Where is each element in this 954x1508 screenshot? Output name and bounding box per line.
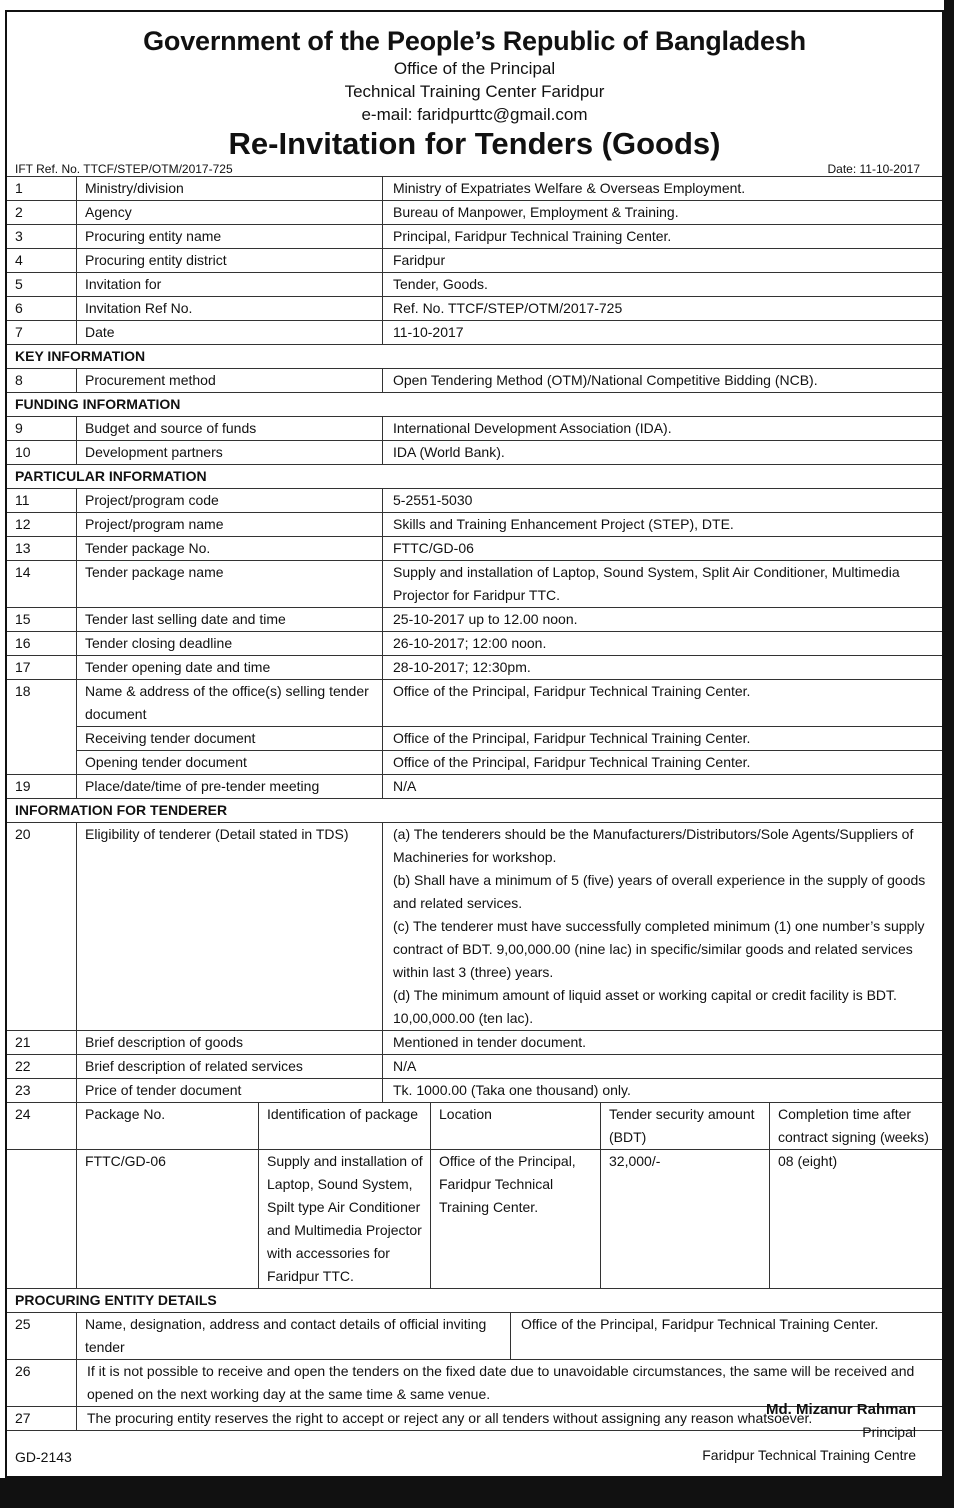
table-row [7,1055,942,1079]
row-number: 23 [7,1079,77,1102]
notice-header [7,25,942,162]
office-line: Office of the Principal [393,59,556,78]
row-label: Development partners [77,441,383,464]
row-label: Procuring entity name [77,225,383,248]
section-procuring-entity-details: PROCURING ENTITY DETAILS [7,1289,942,1313]
signatory-title: Principal [862,1424,916,1440]
eligibility-a: (a) The tenderers should be the Manufacturers/Distributors/Sole Agents/Suppliers of Machineries for workshop. [393,826,914,865]
row-value: Bureau of Manpower, Employment & Training. [393,204,679,220]
tender-notice [5,10,944,1478]
row-number: 17 [7,656,77,679]
row-value: Skills and Training Enhancement Project (STEP), DTE. [393,516,734,532]
table-row: 27 The procuring entity reserves the right to accept or reject any or all tenders without assigning any reason whatsoever. [7,1407,942,1431]
table-row: Opening tender document Office of the Principal, Faridpur Technical Training Center. [7,751,942,775]
row-value: IDA (World Bank). [393,444,505,460]
table-row: 18 Name & address of the office(s) selling tender document Office of the Principal, Faridpur Technical Training Center. [7,680,942,727]
table-row [7,656,942,680]
row-value: International Development Association (IDA). [393,420,672,436]
row-value: Mentioned in tender document. [393,1034,587,1050]
row-label: Project/program name [77,513,383,536]
row-value: Principal, Faridpur Technical Training Center. [393,228,672,244]
row-label: Project/program code [77,489,383,512]
row-number: 10 [7,441,77,464]
table-row [7,537,942,561]
table-row: 19 Place/date/time of pre-tender meeting N/A [7,775,942,799]
package-value-row: FTTC/GD-06 Supply and installation of Laptop, Sound System, Spilt type Air Conditioner and Multimedia Projector with accessories for Faridpur TTC. Office of the Principal, Faridpur Technical Training Center. 32,000/- 08 (eight) [7,1150,942,1289]
table-row: 25 Name, designation, address and contact details of official inviting tender Office of the Principal, Faridpur Technical Training Center. [7,1313,942,1360]
row-value: Supply and installation of Laptop, Sound System, Split Air Conditioner, Multimedia Projector for Faridpur TTC. [393,564,900,603]
row-number: 6 [7,297,77,320]
center-line: Technical Training Center Faridpur [344,82,605,101]
table-row [7,608,942,632]
section-funding-information: FUNDING INFORMATION [7,393,942,417]
row-number: 21 [7,1031,77,1054]
row-number: 14 [7,561,77,607]
table-row [7,201,942,225]
bottom-edge-bar [0,1478,954,1508]
signatory-name: Md. Mizanur Rahman [765,1401,916,1418]
row-label: Tender package name [77,561,383,607]
row-value: 11-10-2017 [393,324,464,340]
table-row [7,489,942,513]
section-information-for-tenderer: INFORMATION FOR TENDERER [7,799,942,823]
notice-date: Date: 11-10-2017 [827,162,920,176]
notice-title: Re-Invitation for Tenders (Goods) [228,126,721,161]
row-value: FTTC/GD-06 [393,540,474,556]
table-row [7,1031,942,1055]
row-value: Ref. No. TTCF/STEP/OTM/2017-725 [393,300,623,316]
row-label: Price of tender document [77,1079,383,1102]
eligibility-b: (b) Shall have a minimum of 5 (five) years of overall experience in the supply of goods and related services. [393,872,926,911]
table-row [7,225,942,249]
table-row: 20 Eligibility of tenderer (Detail stated in TDS) (a) The tenderers should be the Manufacturers/Distributors/Sole Agents/Suppliers of Machineries for workshop. (b) Shall have a minimum of 5 (five) years of overall experience in the supply of goods and related services. (c) The tenderer must have successfully completed minimum (1) one number’s supply contract of BDT. 9,00,000.00 (nine lac) in specific/similar goods and related services within last 3 (three) years. (d) The minimum amount of liquid asset or working capital or credit facility is BDT. 10,00,000.00 (ten lac). [7,823,942,1031]
row-value: Tender, Goods. [393,276,488,292]
ift-ref: IFT Ref. No. TTCF/STEP/OTM/2017-725 [15,162,233,176]
signature-block [702,1398,916,1467]
table-row: 8 Procurement method Open Tendering Method (OTM)/National Competitive Bidding (NCB). [7,369,942,393]
table-row [7,441,942,465]
row-value: 25-10-2017 up to 12.00 noon. [393,611,578,627]
table-row [7,513,942,537]
row-number: 5 [7,273,77,296]
section-particular-information: PARTICULAR INFORMATION [7,465,942,489]
gd-code: GD-2143 [15,1449,72,1465]
row-label: Tender package No. [77,537,383,560]
row-label: Brief description of goods [77,1031,383,1054]
table-row [7,417,942,441]
row-label: Ministry/division [77,177,383,200]
table-row [7,632,942,656]
government-title: Government of the People’s Republic of Bangladesh [143,26,806,56]
eligibility-c: (c) The tenderer must have successfully completed minimum (1) one number’s supply contract of BDT. 9,00,000.00 (nine lac) in specific/similar goods and related services within last 3 (three) years. [393,918,925,980]
row-label: Date [77,321,383,344]
row-label: Invitation Ref No. [77,297,383,320]
row-label: Tender last selling date and time [77,608,383,631]
row-number: 4 [7,249,77,272]
row-label: Agency [77,201,383,224]
right-edge-bar [944,0,954,1508]
row-label: Tender closing deadline [77,632,383,655]
row-number: 22 [7,1055,77,1078]
table-row: Receiving tender document Office of the Principal, Faridpur Technical Training Center. [7,727,942,751]
row-value: 5-2551-5030 [393,492,473,508]
row-number: 3 [7,225,77,248]
eligibility-d: (d) The minimum amount of liquid asset or working capital or credit facility is BDT. 10,00,000.00 (ten lac). [393,987,897,1026]
row-value: Tk. 1000.00 (Taka one thousand) only. [393,1082,631,1098]
row-label: Invitation for [77,273,383,296]
table-row [7,249,942,273]
row-value: N/A [393,1058,417,1074]
row-value: Ministry of Expatriates Welfare & Overseas Employment. [393,180,746,196]
row-number: 16 [7,632,77,655]
row-label: Budget and source of funds [77,417,383,440]
signatory-org: Faridpur Technical Training Centre [702,1447,916,1463]
table-row [7,177,942,201]
row-label: Procuring entity district [77,249,383,272]
row-number: 1 [7,177,77,200]
email-line: e-mail: faridpurttc@gmail.com [361,105,588,124]
table-row: 26 If it is not possible to receive and open the tenders on the fixed date due to unavoidable circumstances, the same will be received and opened on the next working day at the same time & same venue. [7,1360,942,1407]
row-number: 11 [7,489,77,512]
row-number: 7 [7,321,77,344]
row-number: 2 [7,201,77,224]
section-key-information: KEY INFORMATION [7,345,942,369]
row-number: 13 [7,537,77,560]
tender-table [7,176,942,1431]
row-value: Faridpur [393,252,446,268]
table-row [7,561,942,608]
row-number: 12 [7,513,77,536]
row-label: Tender opening date and time [77,656,383,679]
row-number: 15 [7,608,77,631]
ref-line [7,162,942,176]
row-label: Brief description of related services [77,1055,383,1078]
table-row [7,273,942,297]
table-row [7,1079,942,1103]
row-number: 9 [7,417,77,440]
package-header-row: 24 Package No. Identification of package Location Tender security amount (BDT) Completion time after contract signing (weeks) [7,1103,942,1150]
row-value: 28-10-2017; 12:30pm. [393,659,531,675]
row-value: 26-10-2017; 12:00 noon. [393,635,547,651]
table-row [7,297,942,321]
table-row [7,321,942,345]
